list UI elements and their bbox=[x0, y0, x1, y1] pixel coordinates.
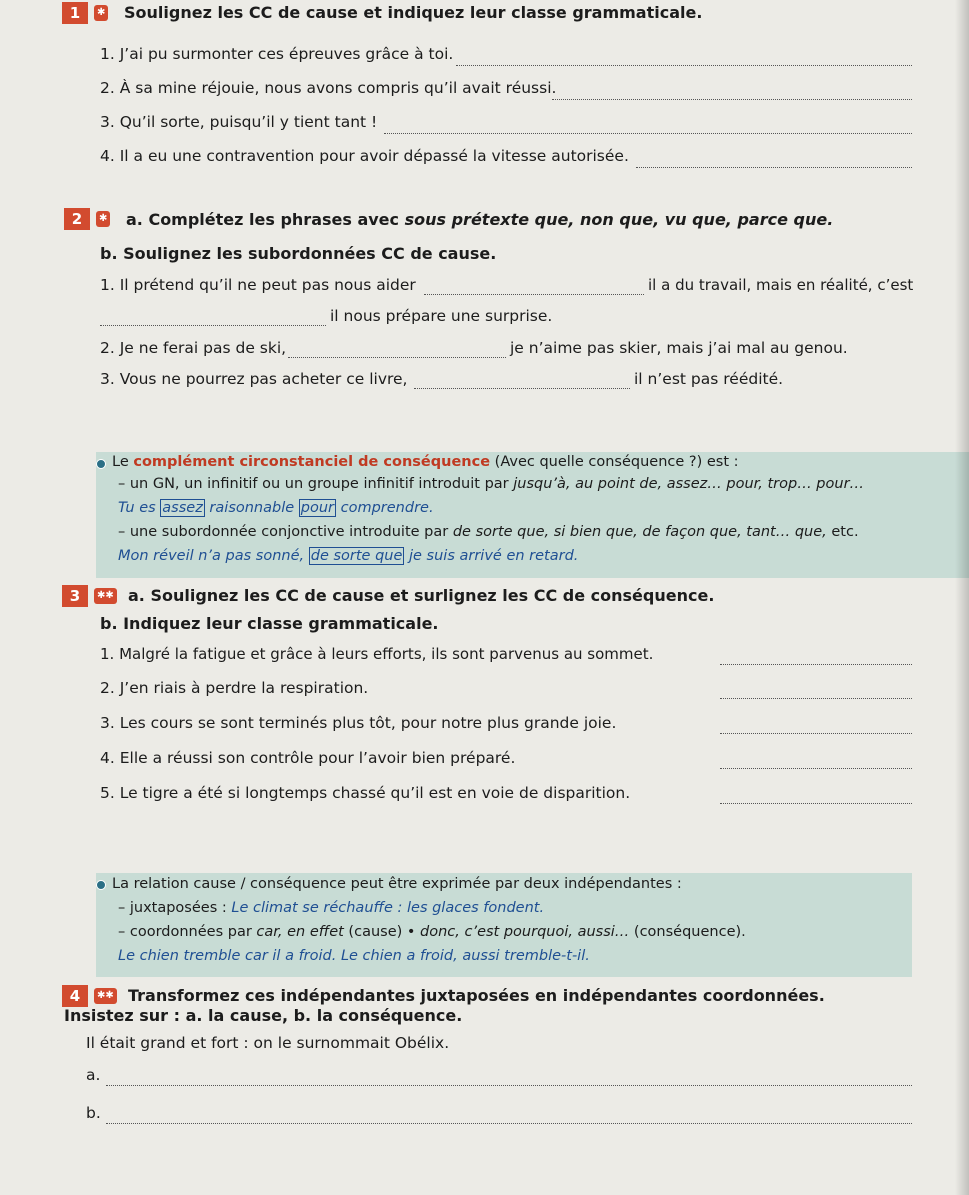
answer-line[interactable] bbox=[552, 99, 912, 100]
exercise-2-item-1-end: il a du travail, mais en réalité, c’est bbox=[648, 276, 914, 294]
connectors: car, en effet bbox=[256, 924, 344, 940]
answer-line[interactable] bbox=[288, 357, 506, 358]
connectors: donc, c’est pourquoi, aussi… bbox=[420, 924, 630, 940]
exercise-2-level-icon: ✱ bbox=[96, 211, 110, 227]
exercise-4-number: 4 bbox=[62, 985, 88, 1007]
rule-1-heading bbox=[112, 454, 739, 470]
exercise-4-subtitle bbox=[64, 1006, 462, 1025]
exercise-4-sentence: Il était grand et fort : on le surnommait Obélix. bbox=[86, 1034, 450, 1052]
text: – un GN, un infinitif ou un groupe infinitif introduit par bbox=[118, 476, 514, 492]
exercise-1-item-4: 4. Il a eu une contravention pour avoir dépassé la vitesse autorisée. bbox=[100, 147, 629, 165]
exercise-3-item-5: 5. Le tigre a été si longtemps chassé qu’il est en voie de disparition. bbox=[100, 784, 631, 802]
text: – juxtaposées : bbox=[118, 900, 232, 916]
exercise-3-title-a: a. Soulignez les CC de cause et surlignez les CC de conséquence. bbox=[128, 586, 715, 605]
title-a-prefix: a. Complétez les phrases avec bbox=[126, 210, 405, 229]
exercise-2-number: 2 bbox=[64, 208, 90, 230]
exercise-1-item-2: 2. À sa mine réjouie, nous avons compris qu’il avait réussi. bbox=[100, 79, 557, 97]
answer-line-a[interactable] bbox=[106, 1085, 912, 1086]
exercise-4-label-b: b. bbox=[86, 1104, 101, 1122]
rule-box-consequence bbox=[96, 452, 969, 578]
rule-1-example-2 bbox=[118, 548, 578, 564]
rule-box-cause-consequence bbox=[96, 873, 912, 977]
subtitle-parts: a. la cause, b. la conséquence. bbox=[185, 1006, 463, 1025]
heading-prefix: Le bbox=[112, 454, 134, 470]
answer-line[interactable] bbox=[636, 167, 912, 168]
connectors: de sorte que, si bien que, de façon que, tant… que, bbox=[452, 524, 827, 540]
rule-1-example-1 bbox=[118, 500, 434, 516]
answer-line[interactable] bbox=[424, 294, 644, 295]
answer-line[interactable] bbox=[720, 733, 912, 734]
exercise-4-level-icon: ✱✱ bbox=[94, 988, 117, 1004]
bullet-icon bbox=[96, 880, 106, 890]
exercise-1-title: Soulignez les CC de cause et indiquez leur classe grammaticale. bbox=[124, 3, 703, 22]
rule-2-heading: La relation cause / conséquence peut être exprimée par deux indépendantes : bbox=[112, 876, 682, 892]
ex-text: comprendre. bbox=[336, 500, 434, 516]
answer-line[interactable] bbox=[720, 664, 912, 665]
exercise-3-level-icon: ✱✱ bbox=[94, 588, 117, 604]
ex-text: je suis arrivé en retard. bbox=[404, 548, 579, 564]
bullet-icon bbox=[96, 459, 106, 469]
answer-line[interactable] bbox=[456, 65, 912, 66]
exercise-3-item-3: 3. Les cours se sont terminés plus tôt, pour notre plus grande joie. bbox=[100, 714, 617, 732]
exercise-2-title-b: b. Soulignez les subordonnées CC de cause. bbox=[100, 244, 497, 263]
connectors: jusqu’à, au point de, assez… pour, trop… pour… bbox=[513, 476, 865, 492]
text: – coordonnées par bbox=[118, 924, 257, 940]
answer-line[interactable] bbox=[720, 768, 912, 769]
exercise-1-level-icon: ✱ bbox=[94, 5, 108, 21]
answer-line[interactable] bbox=[100, 325, 326, 326]
heading-term: complément circonstanciel de conséquence bbox=[133, 454, 491, 470]
exercise-3-title-b: b. Indiquez leur classe grammaticale. bbox=[100, 614, 439, 633]
exercise-3-item-4: 4. Elle a réussi son contrôle pour l’avoir bien préparé. bbox=[100, 749, 516, 767]
exercise-2-item-2-start: 2. Je ne ferai pas de ski, bbox=[100, 339, 287, 357]
text: (cause) • bbox=[343, 924, 421, 940]
text: etc. bbox=[826, 524, 859, 540]
answer-line[interactable] bbox=[414, 388, 630, 389]
rule-2-line-1 bbox=[118, 900, 544, 916]
ex-framed-word: de sorte que bbox=[310, 548, 403, 564]
answer-line[interactable] bbox=[720, 803, 912, 804]
rule-2-line-2 bbox=[118, 924, 746, 940]
answer-line[interactable] bbox=[720, 698, 912, 699]
exercise-1-item-3: 3. Qu’il sorte, puisqu’il y tient tant ! bbox=[100, 113, 378, 131]
exercise-3-number: 3 bbox=[62, 585, 88, 607]
text: (conséquence). bbox=[629, 924, 746, 940]
answer-line[interactable] bbox=[384, 133, 912, 134]
answer-line-b[interactable] bbox=[106, 1123, 912, 1124]
exercise-4-title: Transformez ces indépendantes juxtaposées en indépendantes coordonnées. bbox=[128, 986, 825, 1005]
ex-framed-word: pour bbox=[300, 500, 335, 516]
exercise-2-item-2-end: je n’aime pas skier, mais j’ai mal au genou. bbox=[510, 339, 848, 357]
exercise-2-item-1-start: 1. Il prétend qu’il ne peut pas nous aider bbox=[100, 276, 416, 294]
rule-1-line-2 bbox=[118, 524, 859, 540]
exercise-1-item-1: 1. J’ai pu surmonter ces épreuves grâce à toi. bbox=[100, 45, 454, 63]
exercise-4-label-a: a. bbox=[86, 1066, 101, 1084]
exercise-1-number: 1 bbox=[62, 2, 88, 24]
exercise-3-item-2: 2. J’en riais à perdre la respiration. bbox=[100, 679, 369, 697]
exercise-2-item-3-start: 3. Vous ne pourrez pas acheter ce livre, bbox=[100, 370, 408, 388]
example: Le climat se réchauffe : les glaces fondent. bbox=[231, 900, 545, 916]
exercise-2-title-a bbox=[126, 210, 833, 229]
ex-framed-word: assez bbox=[162, 500, 203, 516]
heading-suffix: (Avec quelle conséquence ?) est : bbox=[490, 454, 739, 470]
exercise-2-item-3-end: il n’est pas réédité. bbox=[634, 370, 784, 388]
rule-1-line-1 bbox=[118, 476, 864, 492]
rule-2-example: Le chien tremble car il a froid. Le chien a froid, aussi tremble-t-il. bbox=[118, 948, 590, 964]
exercise-3-item-1: 1. Malgré la fatigue et grâce à leurs efforts, ils sont parvenus au sommet. bbox=[100, 645, 654, 663]
ex-text: Tu es bbox=[118, 500, 161, 516]
title-a-connectors: sous prétexte que, non que, vu que, parce que. bbox=[404, 210, 834, 229]
ex-text: raisonnable bbox=[204, 500, 299, 516]
ex-text: Mon réveil n’a pas sonné, bbox=[118, 548, 309, 564]
exercise-2-item-1-cont: il nous prépare une surprise. bbox=[330, 307, 553, 325]
text: – une subordonnée conjonctive introduite par bbox=[118, 524, 453, 540]
subtitle-prefix: Insistez sur : bbox=[64, 1006, 186, 1025]
